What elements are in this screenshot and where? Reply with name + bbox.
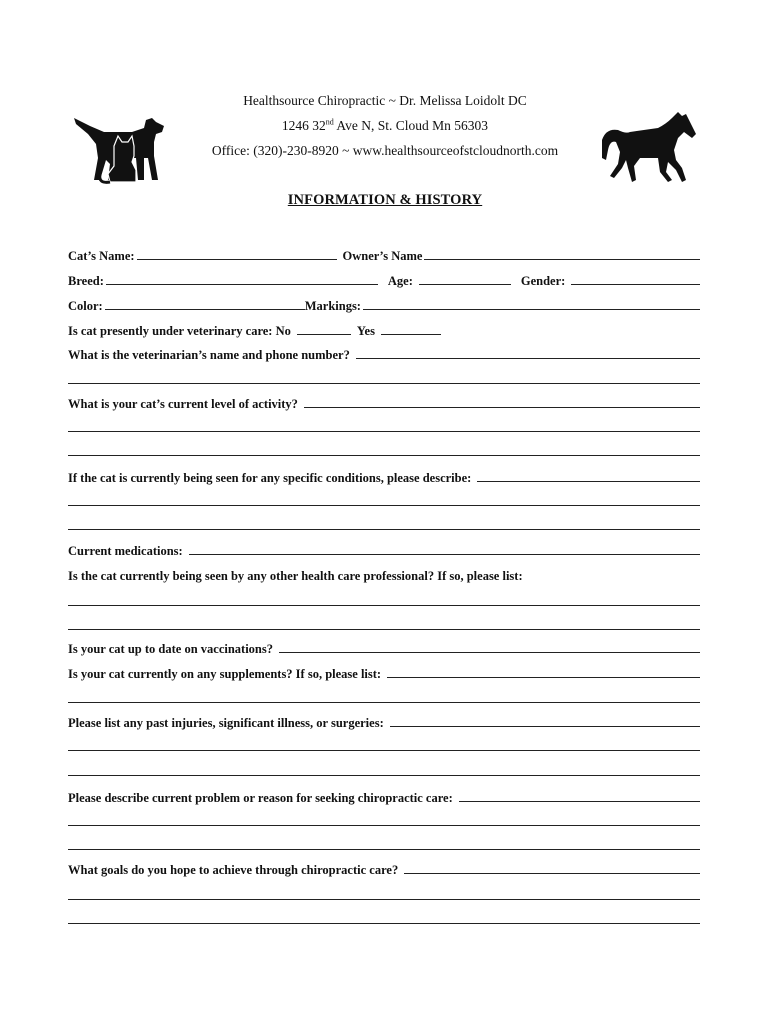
vet-care-label: Is cat presently under veterinary care: No <box>68 324 291 338</box>
age-field[interactable] <box>419 284 511 285</box>
row-current-problem-cont-2 <box>68 836 700 854</box>
vaccinations-field[interactable] <box>279 652 700 653</box>
goals-label: What goals do you hope to achieve through chiropractic care? <box>68 863 399 877</box>
conditions-field-line-3[interactable] <box>68 529 700 530</box>
address-rest: Ave N, St. Cloud Mn 56303 <box>333 118 489 133</box>
vet-name-field[interactable] <box>356 358 700 359</box>
address-ordinal-suffix: nd <box>325 117 334 127</box>
row-goals <box>68 860 700 878</box>
row-conditions-cont-2 <box>68 516 700 534</box>
owners-name-label: Owner’s Name <box>342 249 423 263</box>
clinic-name-line: Healthsource Chiropractic ~ Dr. Melissa Loidolt DC <box>243 93 527 108</box>
color-label: Color: <box>68 299 103 313</box>
activity-field-line-2[interactable] <box>68 431 700 432</box>
row-goals-cont-2 <box>68 910 700 928</box>
form-title: INFORMATION & HISTORY <box>287 192 483 208</box>
gender-field[interactable] <box>571 284 700 285</box>
address-street-number: 1246 32 <box>281 118 326 133</box>
clinic-address-line <box>0 113 770 138</box>
row-supplements <box>68 664 700 682</box>
row-other-professional-cont-2 <box>68 616 700 634</box>
vaccinations-label: Is your cat up to date on vaccinations? <box>68 642 273 656</box>
injuries-label: Please list any past injuries, significant illness, or surgeries: <box>68 716 384 730</box>
injuries-field[interactable] <box>390 726 700 727</box>
row-supplements-cont <box>68 689 700 707</box>
clinic-header <box>0 88 770 163</box>
age-label: Age: <box>387 274 413 288</box>
injuries-field-line-3[interactable] <box>68 775 700 776</box>
supplements-field[interactable] <box>387 677 700 678</box>
row-vet-care <box>68 321 700 339</box>
row-injuries-cont-1 <box>68 737 700 755</box>
markings-field[interactable] <box>363 309 700 310</box>
gender-label: Gender: <box>520 274 566 288</box>
row-vet-name <box>68 345 700 363</box>
goals-field[interactable] <box>404 873 700 874</box>
medications-field[interactable] <box>189 554 700 555</box>
row-current-problem <box>68 788 700 806</box>
row-medications <box>68 541 700 559</box>
vet-name-label: What is the veterinarian’s name and phone number? <box>68 348 350 362</box>
supplements-field-line-2[interactable] <box>68 702 700 703</box>
row-conditions-cont-1 <box>68 492 700 510</box>
vet-care-yes-field[interactable] <box>381 334 441 335</box>
row-injuries-cont-2 <box>68 762 700 780</box>
row-goals-cont-1 <box>68 886 700 904</box>
goals-field-line-2[interactable] <box>68 899 700 900</box>
current-problem-field[interactable] <box>459 801 700 802</box>
owners-name-field[interactable] <box>424 259 700 260</box>
current-problem-label: Please describe current problem or reason for seeking chiropractic care: <box>68 791 453 805</box>
cats-name-label: Cat’s Name: <box>68 249 135 263</box>
row-injuries <box>68 713 700 731</box>
activity-field-line-3[interactable] <box>68 455 700 456</box>
clinic-contact-line: Office: (320)-230-8920 ~ www.healthsourceofstcloudnorth.com <box>211 143 559 158</box>
row-other-professional-cont-1 <box>68 592 700 610</box>
breed-field[interactable] <box>106 284 378 285</box>
row-activity-cont-1 <box>68 418 700 436</box>
vet-care-yes-label: Yes <box>356 324 375 338</box>
conditions-field[interactable] <box>477 481 700 482</box>
row-other-professional <box>68 566 700 584</box>
other-professional-label: Is the cat currently being seen by any other health care professional? If so, please list: <box>68 569 523 583</box>
conditions-label: If the cat is currently being seen for any specific conditions, please describe: <box>68 471 472 485</box>
current-problem-field-line-3[interactable] <box>68 849 700 850</box>
row-names <box>68 246 700 264</box>
row-current-problem-cont-1 <box>68 812 700 830</box>
color-field[interactable] <box>105 309 305 310</box>
row-conditions <box>68 468 700 486</box>
activity-field[interactable] <box>304 407 700 408</box>
conditions-field-line-2[interactable] <box>68 505 700 506</box>
row-activity-cont-2 <box>68 442 700 460</box>
vet-name-field-line-2[interactable] <box>68 383 700 384</box>
breed-label: Breed: <box>68 274 104 288</box>
other-professional-field-line-2[interactable] <box>68 629 700 630</box>
other-professional-field[interactable] <box>68 605 700 606</box>
medications-label: Current medications: <box>68 544 183 558</box>
row-vaccinations <box>68 639 700 657</box>
row-breed <box>68 271 700 289</box>
vet-care-no-field[interactable] <box>297 334 351 335</box>
markings-label: Markings: <box>304 299 361 313</box>
row-color <box>68 296 700 314</box>
supplements-label: Is your cat currently on any supplements? If so, please list: <box>68 667 382 681</box>
activity-label: What is your cat’s current level of activity? <box>68 397 298 411</box>
cats-name-field[interactable] <box>137 259 337 260</box>
row-activity <box>68 394 700 412</box>
current-problem-field-line-2[interactable] <box>68 825 700 826</box>
row-vet-name-cont <box>68 370 700 388</box>
injuries-field-line-2[interactable] <box>68 750 700 751</box>
goals-field-line-3[interactable] <box>68 923 700 924</box>
